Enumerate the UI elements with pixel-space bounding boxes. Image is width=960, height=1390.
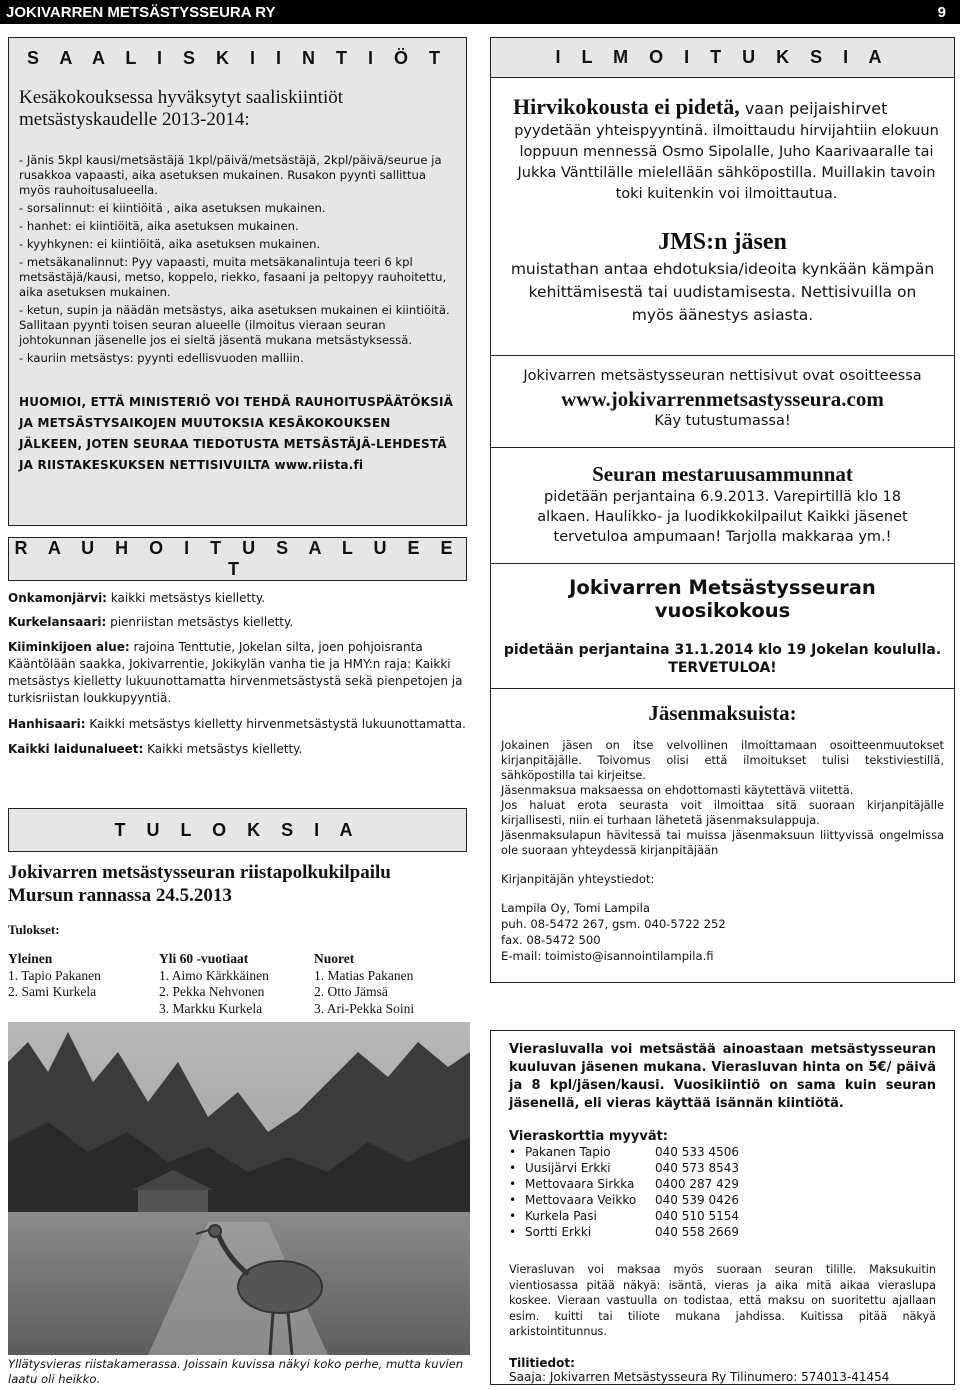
jasenmaksu-title: Jäsenmaksuista: bbox=[648, 701, 797, 725]
jms-notice bbox=[491, 205, 954, 327]
payment-text: Vierasluvan voi maksaa myös suoraan seuran tilille. Maksukuitin vientiosassa pitää näkyä: isäntä, vieras ja aika mitä aikaa vieraslupa koskee. Vieraan vastuulla on todistaa, että maksu on suoritettu ajallaan esim. kuitti tai tiliote mukana jahdissa. Kuitissa pitää näkyä arkistointitunnus. bbox=[509, 1263, 936, 1338]
ministry-notice: HUOMIOI, ETTÄ MINISTERIÖ VOI TEHDÄ RAUHOITUSPÄÄTÖKSIÄ JA METSÄSTYSAIKOJEN MUUTOKSIA KESÄKOKOUKSEN JÄLKEEN, JOTEN SEURAA TIEDOTUSTA METSÄSTÄJÄ-LEHDESTÄ JA RIISTAKESKUKSEN NETTISIVUILTA www.riista.fi bbox=[19, 395, 454, 472]
mestaruus-text: pidetään perjantaina 6.9.2013. Varepirtillä klo 18 alkaen. Haulikko- ja luodikkokilpailut Kaikki jäsenet tervetuloa ampumaan! Tarjolla makkaraa ym.! bbox=[537, 489, 908, 545]
quota-item: - metsäkanalinnut: Pyy vapaasti, muita metsäkanalintuja teeri 6 kpl metsästäjä/kausi, metso, koppelo, riekko, fasaani ja peltopyy rauhoitettu, aika asetuksen mukainen. bbox=[19, 255, 447, 299]
tuloksia-section bbox=[8, 808, 467, 1017]
page-header bbox=[0, 0, 960, 24]
competition-title: Jokivarren metsästysseuran riistapolkukilpailu Mursun rannassa 24.5.2013 bbox=[8, 862, 391, 906]
jasenmaksu-paragraph: Jokainen jäsen on itse velvollinen ilmoittamaan osoitteenmuutokset kirjanpitäjälle. Toivomus olisi että ilmoitukset tulisi tekstiviestillä, sähköpostilla tai kirjeitse. bbox=[501, 738, 944, 782]
hirvi-lead: vaan peijaishirvet bbox=[739, 99, 888, 118]
ilmoituksia-box bbox=[490, 37, 955, 983]
page-number: 9 bbox=[937, 3, 946, 21]
hirvi-title: Hirvikokousta ei pidetä, bbox=[513, 94, 740, 119]
trail-camera-photo bbox=[8, 1022, 470, 1355]
results-row: 3. Ari-Pekka Soini bbox=[314, 1000, 415, 1016]
contact-info bbox=[501, 900, 944, 964]
seller-item: • Sortti Erkki 040 558 2669 bbox=[509, 1225, 739, 1239]
website-visit: Käy tutustumassa! bbox=[654, 413, 791, 429]
seller-item: • Mettovaara Sirkka 0400 287 429 bbox=[509, 1177, 739, 1191]
results-table bbox=[8, 951, 467, 1017]
rauhoitus-heading-bar bbox=[8, 537, 467, 581]
jasenmaksut-notice bbox=[491, 689, 954, 964]
ilmoituksia-heading-bar bbox=[491, 38, 954, 78]
results-column bbox=[314, 951, 464, 1017]
vuosikokous-text: pidetään perjantaina 31.1.2014 klo 19 Jokelan koululla. bbox=[503, 642, 942, 658]
contact-line: fax. 08-5472 500 bbox=[501, 933, 601, 947]
protected-area: Kurkelansaari: pienriistan metsästys kielletty. bbox=[8, 615, 294, 629]
rauhoitusalueet-box bbox=[8, 537, 467, 792]
mestaruus-title: Seuran mestaruusammunnat bbox=[592, 462, 853, 486]
jms-title: JMS:n jäsen bbox=[658, 229, 787, 255]
protected-area: Onkamonjärvi: kaikki metsästys kielletty. bbox=[8, 591, 266, 605]
vuosikokous-notice bbox=[491, 564, 954, 676]
results-column-title: Nuoret bbox=[314, 951, 355, 966]
results-row: 3. Markku Kurkela bbox=[159, 1000, 263, 1016]
results-row: 1. Tapio Pakanen bbox=[8, 967, 101, 983]
jms-text: muistathan antaa ehdotuksia/ideoita kynkään kämpän kehittämisestä tai uudistamisesta. Nettisivuilla on myös äänestys asiasta. bbox=[510, 260, 935, 324]
quota-item: - kauriin metsästys: pyynti edellisvuoden malliin. bbox=[19, 351, 304, 365]
section-heading: I L M O I T U K S I A bbox=[555, 47, 890, 67]
protected-area: Hanhisaari: Kaikki metsästys kielletty hirvenmetsästystä lukuunottamatta. bbox=[8, 717, 466, 731]
seller-item: • Kurkela Pasi 040 510 5154 bbox=[509, 1209, 739, 1223]
results-row: 1. Aimo Kärkkäinen bbox=[159, 967, 269, 983]
sellers-list bbox=[509, 1144, 936, 1240]
results-column-title: Yleinen bbox=[8, 951, 53, 966]
photo-caption: Yllätysvieras riistakamerassa. Joissain kuvissa näkyi koko perhe, mutta kuvien laatu oli heikko. bbox=[8, 1357, 464, 1386]
seller-item: • Mettovaara Veikko 040 539 0426 bbox=[509, 1193, 739, 1207]
results-row: 2. Otto Jämsä bbox=[314, 984, 388, 999]
account-title: Tilitiedot: bbox=[509, 1355, 575, 1370]
seller-item: • Pakanen Tapio 040 533 4506 bbox=[509, 1145, 739, 1159]
results-row: 1. Matias Pakanen bbox=[314, 967, 414, 983]
contact-line: Lampila Oy, Tomi Lampila bbox=[501, 901, 650, 915]
jasenmaksu-paragraph: Jos haluat erota seurasta voit ilmoittaa sitä suoraan kirjanpitäjälle kirjallisesti, niin ei turhaan lähetetä jäsenmaksulappuja. bbox=[501, 798, 944, 827]
website-url[interactable]: www.jokivarrenmetsastysseura.com bbox=[561, 387, 884, 411]
contact-line: puh. 08-5472 267, gsm. 040-5722 252 bbox=[501, 917, 726, 931]
contact-label: Kirjanpitäjän yhteystiedot: bbox=[501, 872, 655, 886]
quota-list bbox=[19, 153, 456, 366]
quota-title: Kesäkokouksessa hyväksytyt saaliskiintiöt metsästyskaudelle 2013-2014: bbox=[19, 87, 344, 130]
section-heading: R A U H O I T U S A L U E E T bbox=[14, 538, 461, 579]
hirvikokous-notice bbox=[491, 78, 954, 205]
quota-item: - ketun, supin ja näädän metsästys, aika asetuksen mukainen ei kiintiöitä. Sallitaan pyynti toisen seuran alueelle (ilmoitus vieraan seuran johtokunnan jäsenelle jos ei sieltä jäsentä mukana metsästyksessä. bbox=[19, 303, 450, 347]
protected-area: Kaikki laidunalueet: Kaikki metsästys kielletty. bbox=[8, 742, 303, 756]
results-column bbox=[159, 951, 314, 1017]
hirvi-text: pyydetään yhteispyyntinä. ilmoittaudu hirvijahtiin elokuun loppuun mennessä Osmo Sipolalle, Juho Kaarivaaralle tai Jukka Vänttilälle mielellään sähköpostilla. Muillakin tavoin toki kuitenkin voi ilmoittautua. bbox=[514, 123, 939, 202]
vuosikokous-welcome: TERVETULOA! bbox=[668, 660, 777, 676]
results-column bbox=[8, 951, 159, 1017]
results-column-title: Yli 60 -vuotiaat bbox=[159, 951, 249, 966]
jasenmaksu-paragraph: Jäsenmaksulapun hävitessä tai muissa jäsenmaksuun liittyvissä ongelmissa ole suoraan yhteydessä kirjanpitäjään bbox=[501, 828, 944, 857]
vieraslupa-box bbox=[490, 1030, 955, 1385]
section-heading: S A A L I S K I I N T I Ö T bbox=[26, 48, 448, 68]
sellers-title: Vieraskorttia myyvät: bbox=[509, 1129, 669, 1144]
crane-photo-illustration bbox=[8, 1022, 470, 1355]
jasenmaksu-paragraph: Jäsenmaksua maksaessa on ehdottomasti käytettävä viitettä. bbox=[501, 783, 854, 797]
quota-item: - kyyhkynen: ei kiintiöitä, aika asetuksen mukainen. bbox=[19, 237, 321, 251]
quota-item: - Jänis 5kpl kausi/metsästäjä 1kpl/päivä/metsästäjä, 2kpl/päivä/seurue ja rusakkoa vapaasti, aika asetuksen mukainen. Rusakon pyynti sallittua myös rauhoitusalueella. bbox=[19, 153, 442, 197]
saaliskiintiot-box bbox=[8, 37, 467, 526]
contact-email[interactable]: E-mail: toimisto@isannointilampila.fi bbox=[501, 949, 714, 963]
results-row: 2. Pekka Nehvonen bbox=[159, 984, 265, 999]
vieraslupa-text: Vierasluvalla voi metsästää ainoastaan metsästysseuran kuuluvan jäsenen mukana. Vierasluvan hinta on 5€/ päivä ja 8 kpl/jäsen/kausi. Vuosikiintiö on sama kuin seuran jäsenellä, eli vieras käyttää isännän kiintiötä. bbox=[509, 1042, 936, 1111]
results-row: 2. Sami Kurkela bbox=[8, 984, 97, 999]
protected-area: Kiiminkijoen alue: rajoina Tenttutie, Jokelan silta, joen pohjoisranta Kääntölään saakka, Jokivarrentie, Jokikylän vanha tie ja HMY:n raja: Kaikki metsästys kielletty lukuunottamatta hirvenmetsästystä sekä pienpetojen ja turkisriistan loukkupyyntiä. bbox=[8, 640, 463, 705]
results-label: Tulokset: bbox=[8, 922, 60, 937]
website-line: Jokivarren metsästysseuran nettisivut ovat osoitteessa bbox=[523, 368, 922, 384]
vuosikokous-title: Jokivarren Metsästysseuran vuosikokous bbox=[569, 576, 876, 622]
website-notice bbox=[491, 356, 954, 429]
protected-areas-list bbox=[8, 591, 467, 757]
mestaruus-notice bbox=[491, 448, 954, 547]
quota-item: - hanhet: ei kiintiöitä, aika asetuksen mukainen. bbox=[19, 219, 299, 233]
seller-item: • Uusijärvi Erkki 040 573 8543 bbox=[509, 1161, 739, 1175]
section-heading: T U L O K S I A bbox=[114, 819, 361, 840]
org-name: JOKIVARREN METSÄSTYSSEURA RY bbox=[6, 3, 276, 21]
quota-item: - sorsalinnut: ei kiintiöitä , aika asetuksen mukainen. bbox=[19, 201, 326, 215]
account-text: Saaja: Jokivarren Metsästysseura Ry Tilinumero: 574013-41454 bbox=[509, 1369, 890, 1384]
tuloksia-heading-bar bbox=[8, 808, 467, 852]
